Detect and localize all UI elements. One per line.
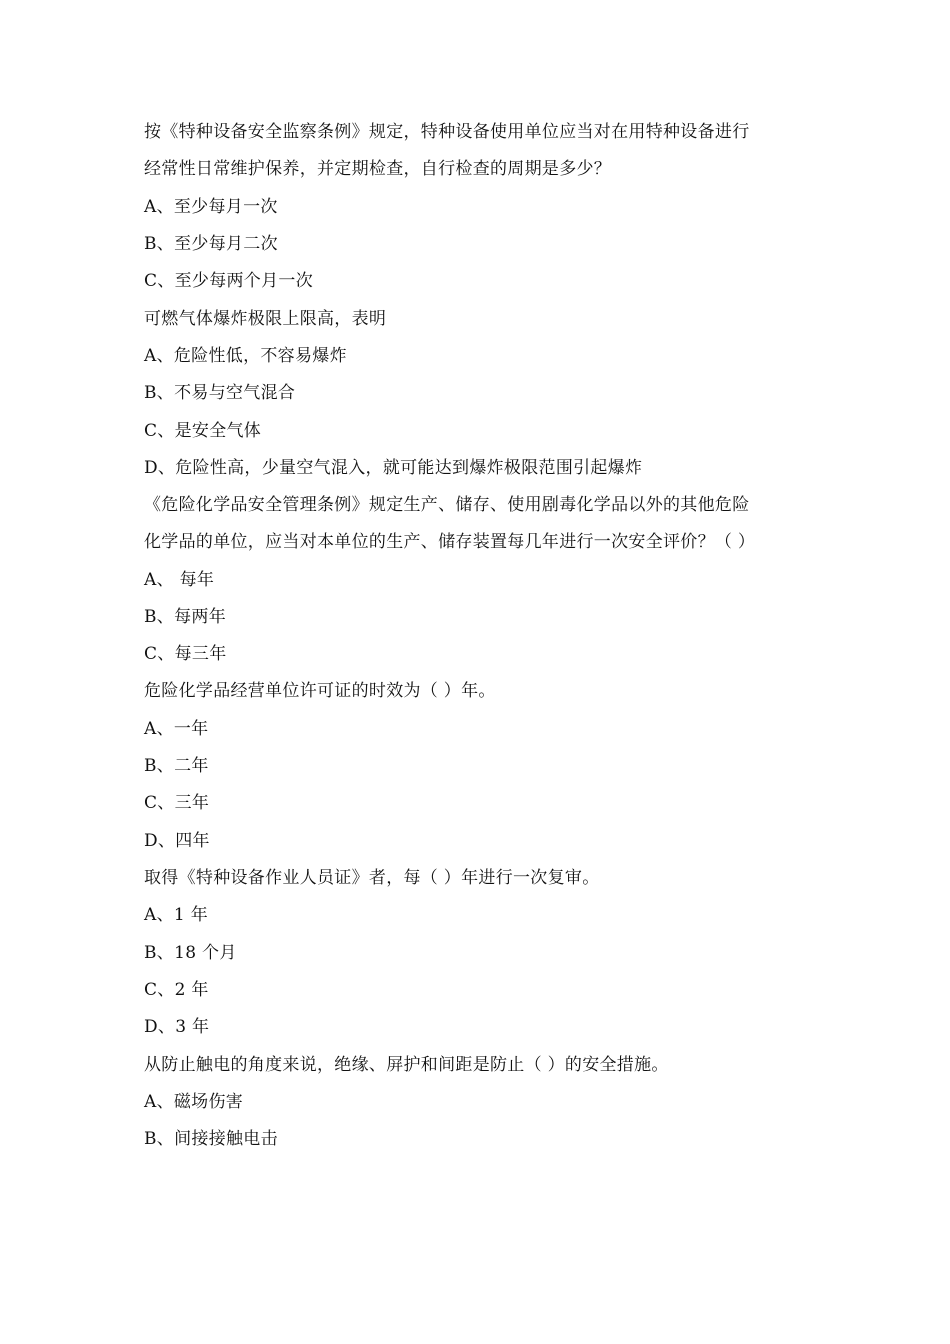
question-5-option-a: A、1 年 bbox=[144, 905, 208, 925]
question-4-option-b: B、二年 bbox=[144, 756, 209, 776]
question-6: 从防止触电的角度来说，绝缘、屏护和间距是防止（ ）的安全措施。 bbox=[144, 1055, 669, 1075]
question-2-option-a: A、危险性低，不容易爆炸 bbox=[144, 346, 347, 366]
question-2-option-b: B、不易与空气混合 bbox=[144, 383, 296, 403]
question-3-option-b: B、每两年 bbox=[144, 607, 226, 627]
question-4-option-c: C、三年 bbox=[144, 793, 210, 813]
question-4-option-d: D、四年 bbox=[144, 831, 210, 851]
question-3-line-2: 化学品的单位，应当对本单位的生产、储存装置每几年进行一次安全评价？（ ） bbox=[144, 532, 756, 552]
question-1-option-c: C、至少每两个月一次 bbox=[144, 271, 314, 291]
question-4-option-a: A、一年 bbox=[144, 719, 209, 739]
question-3-line-1: 《危险化学品安全管理条例》规定生产、储存、使用剧毒化学品以外的其他危险 bbox=[144, 495, 750, 515]
question-1-option-a: A、至少每月一次 bbox=[144, 197, 278, 217]
question-5-option-d: D、3 年 bbox=[144, 1017, 210, 1037]
question-1-option-b: B、至少每月二次 bbox=[144, 234, 278, 254]
question-2: 可燃气体爆炸极限上限高，表明 bbox=[144, 309, 387, 329]
question-6-option-a: A、磁场伤害 bbox=[144, 1092, 244, 1112]
question-1-line-1: 按《特种设备安全监察条例》规定，特种设备使用单位应当对在用特种设备进行 bbox=[144, 122, 750, 142]
question-5: 取得《特种设备作业人员证》者，每（ ）年进行一次复审。 bbox=[144, 868, 600, 888]
question-1-line-2: 经常性日常维护保养，并定期检查，自行检查的周期是多少？ bbox=[144, 159, 612, 179]
question-5-option-c: C、2 年 bbox=[144, 980, 209, 1000]
question-2-option-d: D、危险性高，少量空气混入，就可能达到爆炸极限范围引起爆炸 bbox=[144, 458, 643, 478]
question-2-option-c: C、是安全气体 bbox=[144, 421, 262, 441]
question-5-option-b: B、18 个月 bbox=[144, 943, 237, 963]
question-4: 危险化学品经营单位许可证的时效为（ ）年。 bbox=[144, 681, 496, 701]
question-6-option-b: B、间接接触电击 bbox=[144, 1129, 278, 1149]
question-3-option-c: C、每三年 bbox=[144, 644, 227, 664]
question-3-option-a: A、 每年 bbox=[144, 570, 215, 590]
